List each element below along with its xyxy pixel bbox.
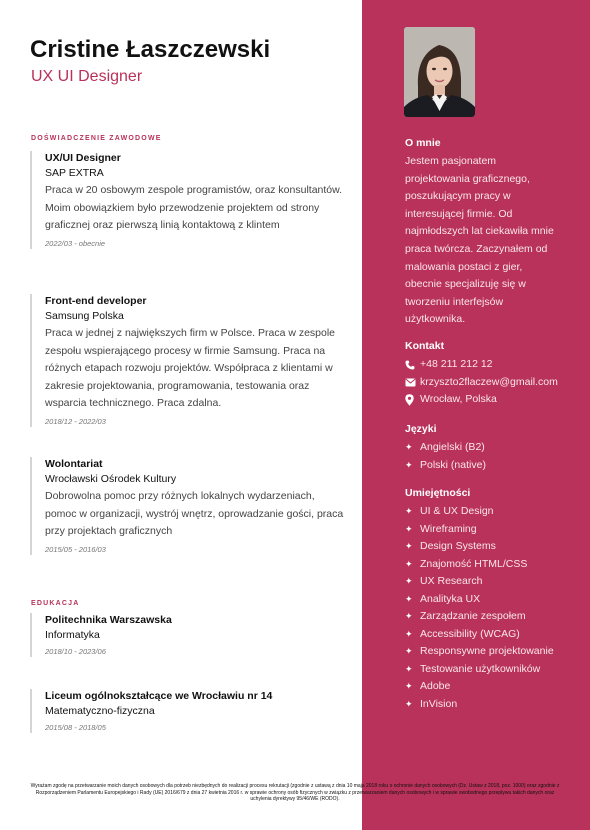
timeline-bar — [30, 457, 32, 555]
portrait-image — [404, 27, 475, 117]
timeline-bar — [30, 689, 32, 733]
email-address: krzyszto2flaczew@gmail.com — [420, 375, 558, 388]
timeline-bar — [30, 151, 32, 249]
map-pin-icon — [405, 394, 420, 406]
job-description: Praca w jednej z największych firm w Polsce. Praca w zespole zespołu wspierającego procesy w firmie Samsung. Praca na różnych etapach rozwoju projektów. Współpraca z klientami w zakresie projektowania, programowania, testowania oraz wsparcia technicznego. Praca zdalna. — [45, 327, 336, 410]
sparkle-icon: ✦ — [405, 611, 413, 621]
about-text: Jestem pasjonatem projektowania graficznego, poszukującym pracy w interesującej firmie. Od najmłodszych lat ciekawiła mnie praca twórcza. Zaczynałem od malowania postaci z gier, obecnie specjalizuję się w tworzeniu interfejsów użytkownika. — [405, 155, 554, 326]
about-section — [405, 136, 580, 329]
job-title: UX/UI Designer — [45, 152, 121, 164]
school-name: Liceum ogólnokształcące we Wrocławiu nr 14 — [45, 690, 273, 702]
contact-title: Kontakt — [405, 340, 445, 352]
school-dates: 2018/10 - 2023/06 — [45, 647, 106, 656]
experience-entry — [30, 457, 345, 555]
skill-item: ✦ UX Research — [405, 573, 580, 591]
job-dates: 2015/05 - 2016/03 — [45, 544, 106, 554]
candidate-name: Cristine Łaszczewski — [30, 36, 271, 63]
skill-item: ✦ InVision — [405, 696, 580, 714]
job-title: Front-end developer — [45, 295, 147, 307]
profile-photo — [404, 27, 475, 117]
job-description: Praca w 20 osbowym zespole programistów, oraz konsultantów. Moim obowiązkiem było przewodzenie projektem od strony graficznej oraz pierwszą linią kontaktową z klintem — [45, 184, 343, 232]
sparkle-icon: ✦ — [405, 558, 413, 569]
school-program: Informatyka — [45, 629, 100, 641]
sparkle-icon: ✦ — [405, 506, 413, 516]
company-name: Wrocławski Ośrodek Kultury — [45, 473, 177, 485]
job-dates: 2022/03 - obecnie — [45, 238, 106, 248]
language-item: ✦ Angielski (B2) — [405, 439, 580, 457]
education-section-title: EDUKACJA — [31, 600, 80, 607]
about-title: O mnie — [405, 137, 441, 149]
skills-section — [405, 486, 580, 713]
education-entry — [30, 689, 345, 733]
skill-item: ✦ Responsywne projektowanie — [405, 643, 580, 661]
skill-item: ✦ Design Systems — [405, 538, 580, 556]
contact-phone[interactable] — [405, 356, 580, 374]
timeline-bar — [30, 613, 32, 657]
experience-entry — [30, 294, 345, 427]
school-dates: 2015/08 - 2018/05 — [45, 723, 106, 732]
school-program: Matematyczno-fizyczna — [45, 705, 155, 717]
job-description: Dobrowolna pomoc przy różnych lokalnych wydarzeniach, pomoc w organizacji, wystrój wnętrz, oprowadzanie gości, praca przy projektach graficznych — [45, 490, 344, 538]
skill-item: ✦ Testowanie użytkowników — [405, 661, 580, 679]
skill-item: ✦ Wireframing — [405, 521, 580, 539]
phone-number: +48 211 212 12 — [420, 358, 493, 370]
sparkle-icon: ✦ — [405, 541, 413, 551]
sparkle-icon: ✦ — [405, 442, 413, 452]
sparkle-icon: ✦ — [405, 593, 413, 604]
sparkle-icon: ✦ — [405, 663, 413, 674]
language-item: ✦ Polski (native) — [405, 457, 580, 475]
phone-icon — [405, 360, 420, 370]
timeline-bar — [30, 294, 32, 427]
education-entry — [30, 613, 345, 657]
sparkle-icon: ✦ — [405, 459, 413, 470]
job-dates: 2018/12 - 2022/03 — [45, 416, 106, 426]
candidate-role: UX UI Designer — [31, 68, 143, 85]
skill-item: ✦ Analityka UX — [405, 591, 580, 609]
sparkle-icon: ✦ — [405, 628, 413, 639]
skill-item: ✦ UI & UX Design — [405, 503, 580, 521]
skills-title: Umiejętności — [405, 487, 471, 499]
contact-location — [405, 391, 580, 409]
sparkle-icon: ✦ — [405, 646, 413, 656]
sparkle-icon: ✦ — [405, 576, 413, 586]
languages-title: Języki — [405, 423, 437, 435]
company-name: Samsung Polska — [45, 310, 124, 322]
skill-item: ✦ Znajomość HTML/CSS — [405, 556, 580, 574]
gdpr-consent-clause: Wyrażam zgodę na przetwarzanie moich danych osobowych dla potrzeb niezbędnych do realizacji procesu rekrutacji (zgodnie z ustawą z dnia 10 maja 2018 roku o ochronie danych osobowych (Dz. Ustaw z 2018, poz. 1000) oraz zgodnie z Rozporządzeniem Parlamentu Europejskiego i Rady (UE) 2016/679 z dnia 27 kwietnia 2016 r. w sprawie ochrony osób fizycznych w związku z przetwarzaniem danych osobowych i w sprawie swobodnego przepływu takich danych oraz uchylenia dyrektywy 95/46/WE (RODO). — [30, 783, 560, 803]
sparkle-icon: ✦ — [405, 523, 413, 534]
location-text: Wrocław, Polska — [420, 393, 497, 405]
envelope-icon — [405, 378, 420, 387]
skill-item: ✦ Accessibility (WCAG) — [405, 626, 580, 644]
school-name: Politechnika Warszawska — [45, 614, 172, 626]
languages-section — [405, 422, 580, 474]
sparkle-icon: ✦ — [405, 681, 413, 691]
contact-email[interactable] — [405, 374, 580, 392]
company-name: SAP EXTRA — [45, 167, 104, 179]
experience-entry — [30, 151, 345, 249]
experience-section-title: DOŚWIADCZENIE ZAWODOWE — [31, 135, 162, 142]
skill-item: ✦ Adobe — [405, 678, 580, 696]
sparkle-icon: ✦ — [405, 698, 413, 709]
skill-item: ✦ Zarządzanie zespołem — [405, 608, 580, 626]
job-title: Wolontariat — [45, 458, 103, 470]
contact-section — [405, 339, 580, 409]
